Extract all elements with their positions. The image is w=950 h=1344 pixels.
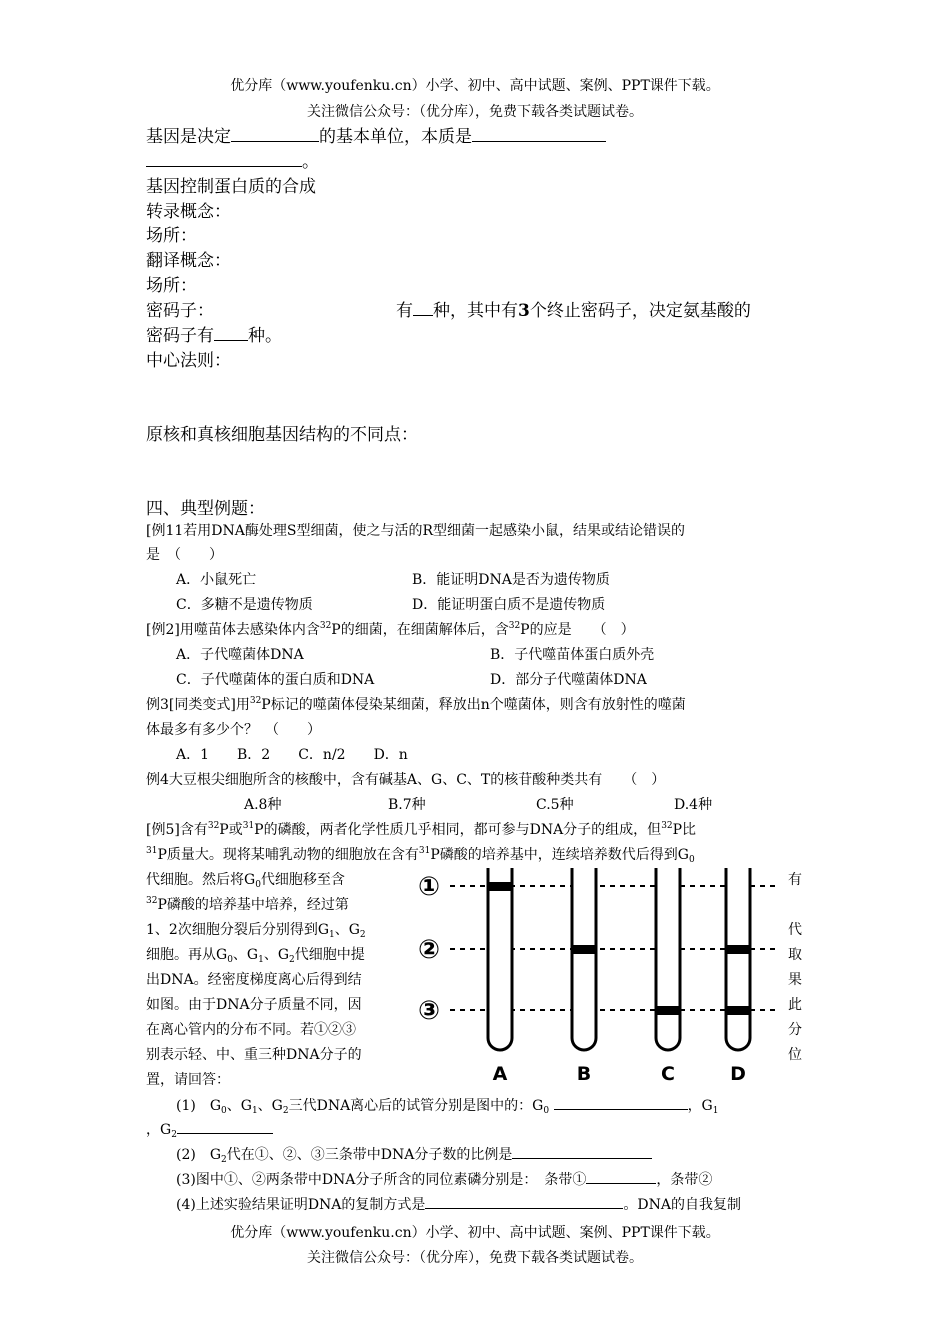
ex2-mid: P的细菌，在细菌解体后，含 [331,622,509,638]
ex5-line-9: 在离心管内的分布不同。若①②③ [146,1022,356,1038]
gene-text-a: 基因是决定 [146,127,231,147]
ex5-l3b: 代细胞移至含 [260,872,345,888]
ex3-iso: 32 [249,696,262,706]
ex5-line-4 [146,894,349,914]
blank-gene-essence[interactable] [472,126,606,142]
tube-c-band-heavy [656,1006,680,1015]
gene-text-b: 的基本单位，本质是 [319,127,472,147]
ex4-option-c: C.5种 [536,797,574,813]
ex5-sub-g: 2 [289,955,295,965]
q1-sub-a: 0 [221,1106,227,1116]
ex2-option-b: B．子代噬苗体蛋白质外壳 [490,647,655,663]
q1-sub-b: 1 [251,1106,258,1116]
q1-sub-c: 2 [282,1106,289,1116]
ex5-l3a: 代细胞。然后将G [146,872,256,888]
band-label-3: ③ [418,996,441,1026]
q1a: (1) G [176,1098,222,1114]
q1-sub-f: 2 [171,1130,177,1140]
tube-label-d: D [730,1063,746,1085]
gene-control-heading: 基因控制蛋白质的合成 [146,177,316,197]
q1-sub-e: 1 [712,1106,719,1116]
footer-line-2: 关注微信公众号：（优分库），免费下载各类试题试卷。 [307,1250,643,1266]
q2a: (2) G [176,1147,222,1163]
ex5-line-8: 如图。由于DNA分子质量不同，因 [146,997,362,1013]
ex1-option-b: B．能证明DNA是否为遗传物质 [412,572,610,588]
blank-q3-band1[interactable] [586,1168,656,1184]
footer-line-1: 优分库（www.youfenku.cn）小学、初中、高中试题、案例、PPT课件下载。 [230,1225,720,1241]
ex5-line-1 [146,819,696,839]
ex5-question-4 [176,1193,741,1214]
ex5-l6b: 、G [232,947,259,963]
prok-euk-difference: 原核和真核细胞基因结构的不同点： [146,425,418,445]
gene-definition-line-2 [146,147,319,172]
ex5-right-1: 有 [788,872,802,888]
ex5-right-7: 位 [788,1047,802,1063]
ex5-right-6: 分 [788,1022,802,1038]
ex3-pre: 例3[同类变式]用 [146,697,250,713]
tube-a-band-light [488,882,512,891]
ex2-pre: [例2]用噬苗体去感染体内含 [146,622,320,638]
ex5-right-4: 果 [788,972,802,988]
codon-text-d: 密码子有 [146,326,214,346]
ex1-option-a: A．小鼠死亡 [176,572,257,588]
blank-q4-method[interactable] [425,1193,623,1209]
codon-count-line [396,296,751,321]
section-title: 四、典型例题： [146,499,265,519]
ex5-l1d: P比 [672,822,697,838]
ex5-line-5 [146,919,366,939]
codon-stop-number: 3 [518,301,530,321]
ex4-option-b: B.7种 [388,797,426,813]
ex5-question-1 [176,1094,718,1115]
ex5-line-3 [146,869,345,889]
ex4-option-d: D.4种 [674,797,713,813]
period: 。 [302,152,319,172]
ex5-line-2 [146,844,695,864]
ex3-post: P标记的噬菌体侵染某细菌，释放出n个噬菌体，则含有放射性的噬菌 [261,697,686,713]
codon-text-e: 种。 [248,326,282,346]
codon-label: 密码子： [146,301,214,321]
ex1-stem-2: 是 （ ） [146,547,223,563]
ex5-l6d: 代细胞中提 [294,947,365,963]
q1c: 、G [257,1098,283,1114]
ex5-l5a: 1、2次细胞分裂后分别得到G [146,922,329,938]
ex5-l6c: 、G [263,947,290,963]
ex5-iso-d: 31 [146,846,158,856]
ex1-option-c: C．多糖不是遗传物质 [176,597,313,613]
header-line-1: 优分库（www.youfenku.cn）小学、初中、高中试题、案例、PPT课件下载。 [230,78,720,94]
band-label-1: ① [418,872,441,902]
q2b: 代在①、②、③三条带中DNA分子数的比例是 [226,1147,513,1163]
ex5-sub-b: 0 [255,880,261,890]
tube-b-band-middle [572,945,596,954]
ex5-sub-c: 1 [329,930,335,940]
codon-amino-line [146,321,282,346]
ex5-l1b: P或 [219,822,243,838]
tube-d-band-middle [726,945,750,954]
ex5-sub-d: 2 [359,930,366,940]
ex5-line-7: 出DNA。经密度梯度离心后得到结 [146,972,362,988]
ex2-option-d: D．部分子代噬菌体DNA [490,672,647,688]
ex5-question-2 [176,1143,652,1164]
translation-site: 场所： [146,276,197,296]
tube-label-b: B [576,1063,592,1085]
blank-q2-ratio[interactable] [512,1143,652,1159]
q1b: 、G [226,1098,252,1114]
band-label-2: ② [418,935,441,965]
tube-b [572,868,596,1050]
blank-q1-g2[interactable] [177,1118,273,1134]
ex5-iso-c: 32 [661,821,673,831]
q1f: ，G [146,1122,172,1138]
ex5-line-10: 别表示轻、中、重三种DNA分子的 [146,1047,362,1063]
q2-sub: 2 [221,1155,227,1165]
codon-text-b: 种，其中有 [433,301,518,321]
gene-definition-line [146,122,606,147]
ex1-option-d: D．能证明蛋白质不是遗传物质 [412,597,606,613]
q1-sub-d: 0 [543,1106,550,1116]
transcription-concept: 转录概念： [146,202,231,222]
blank-q1-g0[interactable] [554,1094,688,1110]
q1e: ，G [687,1098,713,1114]
q4b: 。DNA的自我复制 [623,1197,742,1213]
tube-d-band-heavy [726,1006,750,1015]
blank-codon-total[interactable] [413,300,433,316]
ex4-option-a: A.8种 [244,797,282,813]
ex2-iso2: 32 [508,621,521,631]
ex5-l2b: P磷酸的培养基中，连续培养数代后得到G [430,847,689,863]
ex5-question-1-cont [146,1118,273,1139]
tube-label-c: C [661,1063,675,1085]
ex5-iso-e: 31 [418,846,431,856]
translation-concept: 翻译概念： [146,251,231,271]
ex5-sub-f: 1 [258,955,264,965]
ex5-question-3 [176,1168,712,1189]
q4: (4)上述实验结果证明DNA的复制方式是 [176,1197,426,1213]
blank-codon-amino[interactable] [214,325,248,341]
ex2-post: P的应是 （ ） [520,622,635,638]
tube-a [488,868,512,1050]
q3: (3)图中①、②两条带中DNA分子所含的同位素磷分别是： 条带① [176,1172,587,1188]
ex3-stem-2: 体最多有多少个？ （ ） [146,722,321,738]
ex3-options: A．1 B．2 C．n/2 D．n [176,747,408,763]
ex5-right-5: 此 [788,997,802,1013]
codon-text-c: 个终止密码子，决定氨基酸的 [529,301,751,321]
blank-gene-essence-cont[interactable] [146,151,302,167]
ex2-option-a: A．子代噬菌体DNA [176,647,304,663]
ex2-stem [146,619,635,639]
ex5-l5b: 、G [334,922,360,938]
ex5-line-6 [146,944,365,964]
ex5-iso-a: 32 [207,821,220,831]
ex5-l2a: P质量大。现将某哺乳动物的细胞放在含有 [157,847,419,863]
ex5-iso-b: 31 [242,821,255,831]
ex5-l6a: 细胞。再从G [146,947,228,963]
q3b: ，条带② [656,1172,713,1188]
ex4-stem: 例4大豆根尖细胞所含的核酸中，含有碱基A、G、C、T的核苷酸种类共有 （ ） [146,772,666,788]
ex5-l1c: P的磷酸，两者化学性质几乎相同，都可参与DNA分子的组成，但 [254,822,662,838]
transcription-site: 场所： [146,226,197,246]
q1d: 三代DNA离心后的试管分别是图中的：G [288,1098,544,1114]
ex5-right-3: 取 [788,947,802,963]
ex5-iso-f: 32 [146,896,158,906]
tube-c [656,868,680,1050]
ex5-l1a: [例5]含有 [146,822,208,838]
ex5-line-11: 置，请回答： [146,1072,230,1088]
ex2-option-c: C．子代噬菌体的蛋白质和DNA [176,672,375,688]
ex2-iso: 32 [319,621,332,631]
ex3-stem [146,694,686,714]
codon-text-a: 有 [396,301,413,321]
blank-gene-determines[interactable] [231,126,319,142]
ex5-l4: P磷酸的培养基中培养，经过第 [157,897,349,913]
header-line-2: 关注微信公众号：（优分库），免费下载各类试题试卷。 [307,104,643,120]
central-dogma: 中心法则： [146,351,231,371]
centrifuge-tubes-figure [410,862,782,1088]
tube-label-a: A [492,1063,508,1085]
ex5-sub-e: 0 [227,955,233,965]
ex5-sub-a: 0 [688,855,695,865]
ex1-stem: [例11若用DNA酶处理S型细菌，使之与活的R型细菌一起感染小鼠，结果或结论错误的 [146,523,685,539]
tube-d [726,868,750,1050]
ex5-right-2: 代 [788,922,802,938]
